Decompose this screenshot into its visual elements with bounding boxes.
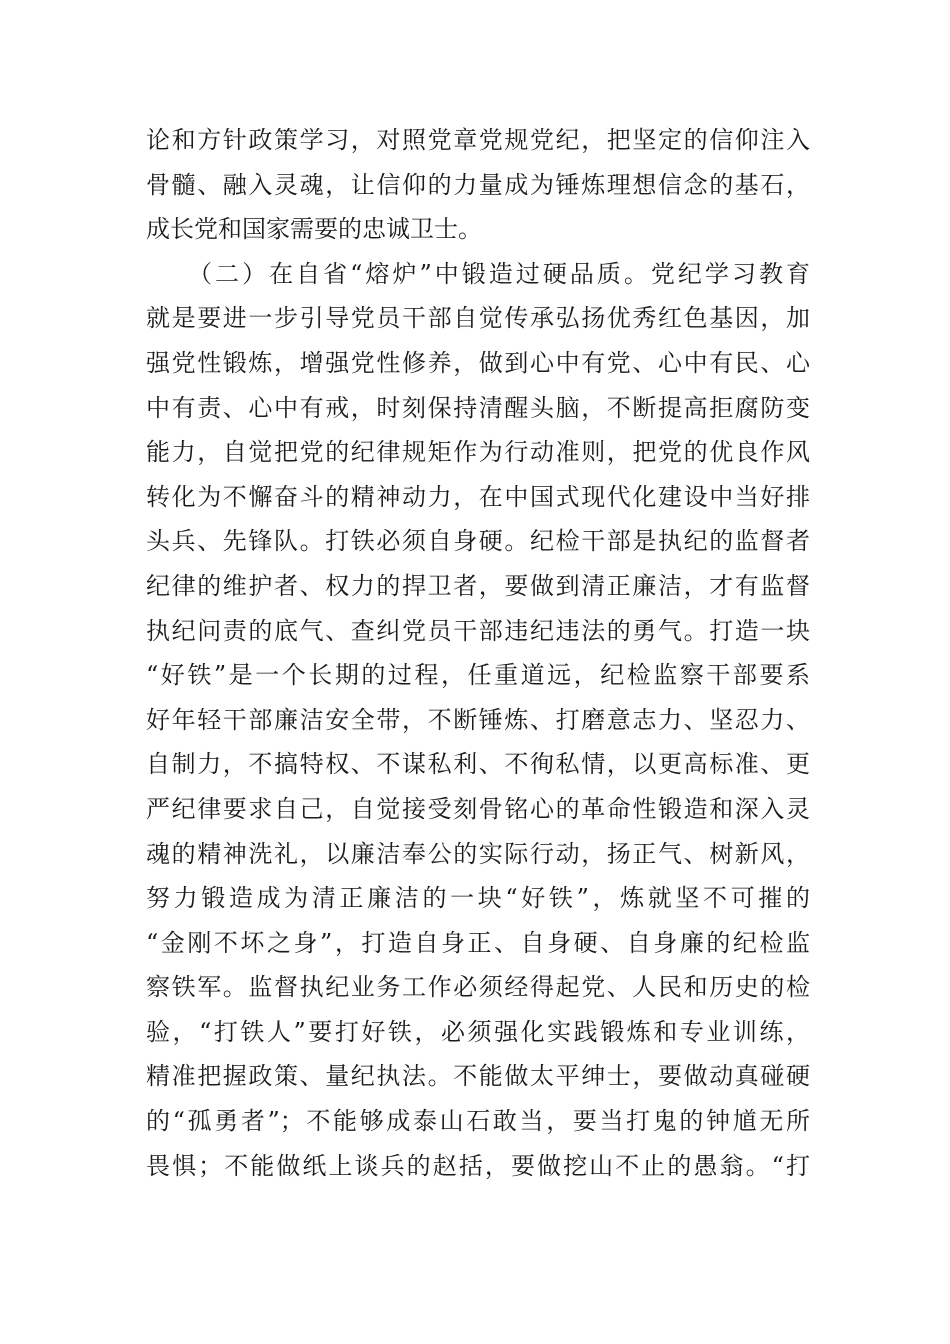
text-line: 中有责、心中有戒，时刻保持清醒头脑，不断提高拒腐防变	[146, 393, 810, 422]
section-heading-line: （二）在自省“熔炉”中锻造过硬品质。党纪学习教育	[146, 259, 810, 288]
text-line: 转化为不懈奋斗的精神动力，在中国式现代化建设中当好排	[146, 482, 810, 511]
text-line: 努力锻造成为清正廉洁的一块“好铁”，炼就坚不可摧的	[146, 884, 810, 913]
text-line: 头兵、先锋队。打铁必须自身硬。纪检干部是执纪的监督者	[146, 527, 810, 556]
text-line: 能力，自觉把党的纪律规矩作为行动准则，把党的优良作风	[146, 438, 810, 467]
text-line: 强党性锻炼，增强党性修养，做到心中有党、心中有民、心	[146, 348, 810, 377]
text-line: 的“孤勇者”；不能够成泰山石敢当，要当打鬼的钟馗无所	[146, 1107, 810, 1136]
text-line: 论和方针政策学习，对照党章党规党纪，把坚定的信仰注入	[146, 126, 810, 154]
text-line: 畏惧；不能做纸上谈兵的赵括，要做挖山不止的愚翁。“打	[146, 1151, 810, 1180]
text-line: 精准把握政策、量纪执法。不能做太平绅士，要做动真碰硬	[146, 1062, 810, 1091]
text-line: 验，“打铁人”要打好铁，必须强化实践锻炼和专业训练，	[146, 1017, 810, 1046]
text-line: 严纪律要求自己，自觉接受刻骨铭心的革命性锻造和深入灵	[146, 794, 810, 823]
text-line: 察铁军。监督执纪业务工作必须经得起党、人民和历史的检	[146, 973, 810, 1002]
text-line: 纪律的维护者、权力的捍卫者，要做到清正廉洁，才有监督	[146, 571, 810, 600]
text-line: 就是要进一步引导党员干部自觉传承弘扬优秀红色基因，加	[146, 304, 810, 333]
text-line: 骨髓、融入灵魂，让信仰的力量成为锤炼理想信念的基石，	[146, 170, 810, 199]
text-line: “好铁”是一个长期的过程，任重道远，纪检监察干部要系	[146, 661, 810, 690]
text-line: 执纪问责的底气、查纠党员干部违纪违法的勇气。打造一块	[146, 616, 810, 645]
text-line: 好年轻干部廉洁安全带，不断锤炼、打磨意志力、坚忍力、	[146, 705, 810, 734]
text-line: 魂的精神洗礼，以廉洁奉公的实际行动，扬正气、树新风，	[146, 839, 810, 868]
text-line: “金刚不坏之身”，打造自身正、自身硬、自身廉的纪检监	[146, 928, 810, 957]
body-text	[146, 118, 810, 1188]
text-line: 成长党和国家需要的忠诚卫士。	[146, 215, 482, 244]
text-line: 自制力，不搞特权、不谋私利、不徇私情，以更高标准、更	[146, 750, 810, 779]
